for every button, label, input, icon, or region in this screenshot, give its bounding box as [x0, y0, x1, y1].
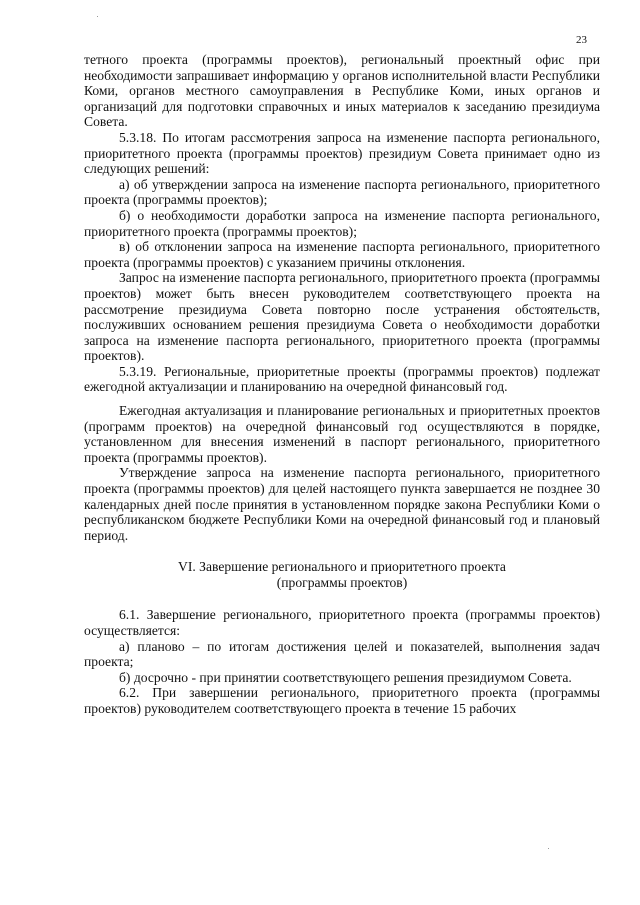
scan-speck — [97, 16, 98, 17]
paragraph: 5.3.19. Региональные, приоритетные проекты (программы проектов) подлежат ежегодной актуализации и планированию на очередной финансовый год. — [84, 363, 600, 395]
paragraph: Утверждение запроса на изменение паспорта регионального, приоритетного проекта (программы проектов) для целей настоящего пункта завершается не позднее 30 календарных дней после принятия в установленном порядке закона Республики Коми о республиканском бюджете Республики Коми на очередной финансовый год и плановый период. — [84, 465, 600, 543]
spacer — [84, 543, 600, 559]
list-item: б) о необходимости доработки запроса на изменение паспорта регионального, приоритетного проекта (программы проектов); — [84, 207, 600, 239]
paragraph: 6.2. При завершении регионального, приоритетного проекта (программы проектов) руководителем соответствующего проекта в течение 15 рабочих — [84, 685, 600, 716]
paragraph: 5.3.18. По итогам рассмотрения запроса на изменение паспорта регионального, приоритетного проекта (программы проектов) президиум Совета принимает одно из следующих решений: — [84, 129, 600, 177]
paragraph: Запрос на изменение паспорта регионального, приоритетного проекта (программы проектов) может быть внесен руководителем соответствующего проекта на рассмотрение президиума Совета повторно после устранения обстоятельств, послуживших основанием решения президиума Совета о необходимости доработки запроса на изменение паспорта регионального, приоритетного проекта (программы проектов). — [84, 270, 600, 364]
list-item: а) об утверждении запроса на изменение паспорта регионального, приоритетного проекта (программы проектов); — [84, 176, 600, 208]
paragraph: 6.1. Завершение регионального, приоритетного проекта (программы проектов) осуществляется: — [84, 607, 600, 638]
spacer — [84, 591, 600, 607]
document-body — [84, 52, 600, 717]
list-item: в) об отклонении запроса на изменение паспорта регионального, приоритетного проекта (программы проектов) с указанием причины отклонения. — [84, 239, 600, 270]
paragraph: Ежегодная актуализация и планирование региональных и приоритетных проектов (программ проектов) на очередной финансовый год осуществляются в порядке, установленном для внесения изменений в паспорт регионального, приоритетного проекта (программы проектов). — [84, 403, 600, 465]
section-heading-line: (программы проектов) — [276, 575, 408, 591]
section-heading-line: VI. Завершение регионального и приоритетного проекта — [178, 559, 506, 575]
paragraph: тетного проекта (программы проектов), региональный проектный офис при необходимости запрашивает информацию у органов исполнительной власти Республики Коми, органов местного самоуправления в Республике Коми, иных органов и организаций для подготовки справочных и иных материалов к заседанию президиума Совета. — [84, 52, 600, 130]
list-item: б) досрочно - при принятии соответствующего решения президиумом Совета. — [119, 669, 572, 685]
scan-speck — [548, 848, 549, 849]
spacer — [84, 395, 600, 403]
list-item: а) планово – по итогам достижения целей и показателей, выполнения задач проекта; — [84, 638, 600, 670]
section-heading — [84, 559, 600, 591]
page-number: 23 — [576, 34, 587, 46]
